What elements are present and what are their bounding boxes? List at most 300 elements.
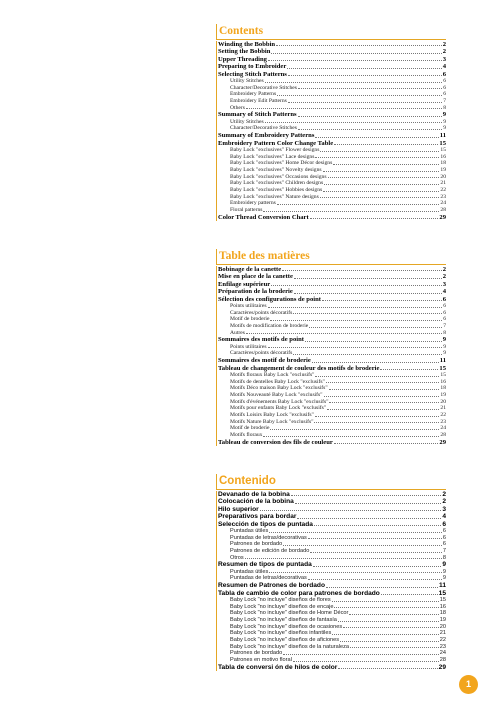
toc-entry[interactable] xyxy=(218,604,446,611)
toc-entry[interactable] xyxy=(218,63,446,70)
toc-entry[interactable] xyxy=(218,432,446,439)
toc-entry[interactable] xyxy=(218,379,446,386)
dot-leader xyxy=(283,545,442,546)
dot-leader xyxy=(332,601,439,602)
dot-leader xyxy=(380,369,438,370)
toc-entry[interactable] xyxy=(218,528,446,535)
toc-entry[interactable] xyxy=(218,590,446,597)
dot-leader xyxy=(268,60,442,61)
toc-entry-page: 6 xyxy=(443,91,446,98)
toc-entry-label: Puntadas útiles xyxy=(230,568,269,575)
toc-entry-page: 18 xyxy=(440,160,446,167)
toc-entry[interactable] xyxy=(218,167,446,174)
toc-entry-page: 15 xyxy=(439,364,446,372)
dot-leader xyxy=(323,171,440,172)
toc-entry-label: Sommaires des motif de broderie xyxy=(218,357,311,365)
toc-entry[interactable] xyxy=(218,548,446,555)
dot-leader xyxy=(293,661,439,662)
toc-entry-page: 20 xyxy=(439,623,446,630)
toc-entry[interactable] xyxy=(218,657,446,664)
dot-leader xyxy=(263,436,439,437)
dot-leader xyxy=(246,333,442,334)
toc-entry[interactable] xyxy=(218,316,446,323)
toc-entry-label: Motifs Nouveauté Baby Lock "exclusifs" xyxy=(230,392,323,398)
toc-entry-page: 23 xyxy=(440,418,446,425)
dot-leader xyxy=(298,129,442,130)
toc-entry-page: 16 xyxy=(439,603,446,610)
dot-leader xyxy=(282,270,442,271)
toc-entry[interactable] xyxy=(218,535,446,542)
toc-entry[interactable] xyxy=(218,569,446,576)
dot-leader xyxy=(294,278,442,279)
toc-entry[interactable] xyxy=(218,513,446,520)
dot-leader xyxy=(245,558,442,559)
toc-entry[interactable] xyxy=(218,650,446,657)
toc-entry-page: 9 xyxy=(443,343,446,350)
toc-entry-page: 15 xyxy=(439,596,446,603)
dot-leader xyxy=(305,341,442,342)
toc-entry-page: 2 xyxy=(442,273,446,281)
toc-entry-page: 9 xyxy=(442,568,446,575)
toc-entry-label: Baby Lock "no incluye" diseños de flores xyxy=(230,596,331,603)
dot-leader xyxy=(322,300,442,301)
toc-entry-label: Tableau de changement de couleur des motifs de broderie xyxy=(218,364,380,372)
toc-entry-label: Floral patterns xyxy=(230,207,263,214)
toc-entry-label: Baby Lock "exclusives" Nature designs xyxy=(230,193,319,200)
toc-entry[interactable] xyxy=(218,98,446,105)
toc-entry[interactable] xyxy=(218,119,446,126)
toc-entry-page: 3 xyxy=(442,280,446,288)
toc-entry[interactable] xyxy=(218,132,446,139)
toc-entry-page: 6 xyxy=(443,84,446,91)
dot-leader xyxy=(310,218,439,219)
toc-entry-page: 29 xyxy=(439,438,446,446)
toc-entry-label: Setting the Bobbin xyxy=(218,48,271,56)
toc-entry-page: 6 xyxy=(442,70,446,78)
toc-entry-label: Upper Threading xyxy=(218,55,267,63)
toc-entry-label: Baby Lock "exclusives" Flower designs xyxy=(230,146,320,153)
toc-entry-label: Patrones en motivo floral xyxy=(230,657,292,664)
toc-entry-label: Baby Lock "no incluye" diseños de ocasiones xyxy=(230,623,343,630)
section-title: Contents xyxy=(216,24,446,40)
toc-entry-label: Patrones de bordado xyxy=(230,650,283,657)
dot-leader xyxy=(283,654,439,655)
toc-entry[interactable] xyxy=(218,48,446,55)
toc-entry-label: Baby Lock "no incluye" diseños de encaje xyxy=(230,603,334,610)
dot-leader xyxy=(333,164,439,165)
toc-entry[interactable] xyxy=(218,521,446,528)
dot-leader xyxy=(295,503,441,504)
dot-leader xyxy=(270,320,442,321)
toc-entry-label: Baby Lock "no incluye" diseños de fantasía xyxy=(230,617,337,623)
toc-entry-label: Embroidery patterns xyxy=(230,200,276,207)
toc-entry[interactable] xyxy=(218,187,446,194)
toc-entry-page: 18 xyxy=(440,385,446,392)
toc-entry-page: 15 xyxy=(438,589,446,597)
dot-leader xyxy=(324,396,440,397)
toc-entry-page: 6 xyxy=(442,520,446,528)
toc-entry-page: 11 xyxy=(439,132,446,140)
dot-leader xyxy=(287,68,441,69)
toc-entry-label: Embroidery Pattern Color Change Table xyxy=(218,139,334,147)
toc-entry-label: Sélection des configurations de point xyxy=(218,295,321,303)
toc-entry-page: 28 xyxy=(439,657,446,664)
toc-entry-label: Preparativos para bordar xyxy=(218,513,297,521)
toc-entry[interactable] xyxy=(218,160,446,167)
toc-entry-label: Motifs Déco maison Baby Lock "exclusifs" xyxy=(230,385,328,392)
toc-entry-page: 9 xyxy=(442,561,446,569)
toc-entry[interactable] xyxy=(218,174,446,181)
toc-entry-label: Bobinage de la canette xyxy=(218,266,282,273)
dot-leader xyxy=(324,184,439,185)
page-number-badge: 1 xyxy=(459,675,478,694)
toc-entry[interactable] xyxy=(218,624,446,631)
toc-entry-page: 20 xyxy=(440,398,446,405)
toc-entry[interactable] xyxy=(218,597,446,604)
toc-entry-label: Points utilitaires xyxy=(230,343,267,350)
toc-entry[interactable] xyxy=(218,365,446,372)
dot-leader xyxy=(314,525,441,526)
toc-entry-page: 2 xyxy=(442,41,446,48)
toc-entry-page: 16 xyxy=(440,378,446,385)
dot-leader xyxy=(297,518,441,519)
toc-entry[interactable] xyxy=(218,664,446,671)
toc-entry[interactable] xyxy=(218,644,446,651)
toc-entry-label: Sommaires des motifs de point xyxy=(218,336,304,344)
toc-entry-label: Color Thread Conversion Chart xyxy=(218,213,309,221)
toc-entry[interactable] xyxy=(218,288,446,295)
toc-entry-label: Summary of Stitch Patterns xyxy=(218,111,297,119)
dot-leader xyxy=(294,293,442,294)
toc-entry[interactable] xyxy=(218,154,446,161)
toc-entry-label: Baby Lock "exclusives" Children designs xyxy=(230,180,324,187)
dot-leader xyxy=(268,347,443,348)
toc-entry[interactable] xyxy=(218,207,446,214)
dot-leader xyxy=(320,151,439,152)
toc-entry[interactable] xyxy=(218,385,446,392)
dot-leader xyxy=(277,95,442,96)
toc-entry-page: 22 xyxy=(439,637,446,644)
toc-entry[interactable] xyxy=(218,541,446,548)
toc-entry[interactable] xyxy=(218,350,446,357)
toc-entry[interactable] xyxy=(218,273,446,280)
toc-entry-label: Summary of Embroidery Patterns xyxy=(218,132,315,140)
toc-entry[interactable] xyxy=(218,214,446,221)
dot-leader xyxy=(343,627,439,628)
toc-entry-label: Préparation de la broderie xyxy=(218,288,293,296)
toc-entry-page: 11 xyxy=(439,357,446,365)
toc-entry-page: 19 xyxy=(440,167,446,173)
toc-entry-label: Motifs pour enfants Baby Lock "exclusifs" xyxy=(230,405,327,412)
toc-entry[interactable] xyxy=(218,310,446,317)
toc-entry-page: 6 xyxy=(442,527,446,534)
toc-entry[interactable] xyxy=(218,105,446,112)
toc-entry-label: Caractères/points décoratifs xyxy=(230,309,293,316)
section-title: Table des matières xyxy=(216,249,446,265)
toc-entry-label: Points utilitaires xyxy=(230,302,267,309)
dot-leader xyxy=(293,313,442,314)
toc-entry-label: Baby Lock "exclusives" Novelty designs xyxy=(230,167,322,173)
toc-entry-page: 6 xyxy=(442,534,446,541)
toc-entry-page: 9 xyxy=(443,350,446,357)
section-title: Contenido xyxy=(216,474,446,490)
toc-entry-page: 16 xyxy=(440,153,446,160)
toc-entry[interactable] xyxy=(218,344,446,351)
dot-leader xyxy=(263,211,439,212)
dot-leader xyxy=(308,579,442,580)
toc-entry-page: 29 xyxy=(439,213,446,221)
toc-entry[interactable] xyxy=(218,194,446,201)
dot-leader xyxy=(269,532,442,533)
toc-entry-page: 9 xyxy=(442,575,446,582)
dot-leader xyxy=(246,108,442,109)
toc-entry[interactable] xyxy=(218,323,446,330)
contents-section-en xyxy=(216,24,446,221)
toc-entry-page: 18 xyxy=(439,610,446,617)
dot-leader xyxy=(269,572,442,573)
toc-entry-page: 23 xyxy=(440,193,446,200)
toc-entry[interactable] xyxy=(218,78,446,85)
toc-entry-page: 4 xyxy=(442,288,446,296)
toc-entry[interactable] xyxy=(218,111,446,118)
dot-leader xyxy=(326,587,438,588)
toc-entry-label: Resumen de Patrones de bordado xyxy=(218,582,325,590)
toc-entry[interactable] xyxy=(218,392,446,399)
toc-entry-label: Motifs floraux Baby Lock "exclusifs" xyxy=(230,371,315,378)
dot-leader xyxy=(338,668,437,669)
toc-entry-label: Selección de tipos de puntada xyxy=(218,520,313,528)
toc-entry[interactable] xyxy=(218,419,446,426)
toc-entry-page: 2 xyxy=(442,266,446,273)
toc-entry-label: Preparing to Embroider xyxy=(218,63,287,71)
toc-entry-page: 6 xyxy=(443,309,446,316)
toc-entry-label: Tabla de cambio de color para patrones de bordado xyxy=(218,589,380,597)
dot-leader xyxy=(320,197,440,198)
toc-entry[interactable] xyxy=(218,41,446,48)
toc-entry[interactable] xyxy=(218,575,446,582)
toc-entry-page: 24 xyxy=(440,425,446,432)
toc-entry[interactable] xyxy=(218,296,446,303)
toc-entry-label: Motif de broderie xyxy=(230,425,270,432)
toc-entry-label: Motifs Nature Baby Lock "exclusifs" xyxy=(230,418,314,425)
toc-entry-page: 19 xyxy=(440,392,446,398)
dot-leader xyxy=(329,389,440,390)
dot-leader xyxy=(309,327,442,328)
toc-entry-page: 4 xyxy=(442,63,446,71)
dot-leader xyxy=(288,75,442,76)
toc-entry-page: 28 xyxy=(440,207,446,214)
dot-leader xyxy=(340,641,439,642)
toc-entry-label: Autres xyxy=(230,329,245,336)
toc-entry-page: 6 xyxy=(442,541,446,548)
toc-entry-label: Motif de broderie xyxy=(230,316,270,323)
dot-leader xyxy=(298,116,442,117)
toc-entry-page: 2 xyxy=(442,498,446,506)
dot-leader xyxy=(276,45,442,46)
dot-leader xyxy=(312,362,439,363)
toc-entry-label: Selecting Stitch Patterns xyxy=(218,70,287,78)
toc-entry-page: 2 xyxy=(442,48,446,56)
dot-leader xyxy=(308,538,442,539)
dot-leader xyxy=(291,495,442,496)
toc-entry-label: Baby Lock "no incluye" diseños infantiles xyxy=(230,630,332,637)
toc-entry-label: Utility Stitches xyxy=(230,77,264,84)
dot-leader xyxy=(277,204,440,205)
toc-entry[interactable] xyxy=(218,561,446,568)
dot-leader xyxy=(298,88,442,89)
toc-entry-label: Baby Lock "exclusives" Home Décor designs xyxy=(230,160,333,167)
toc-entry-page: 11 xyxy=(439,582,446,590)
toc-entry[interactable] xyxy=(218,617,446,624)
toc-entry-page: 22 xyxy=(440,412,446,419)
toc-entry[interactable] xyxy=(218,303,446,310)
dot-leader xyxy=(314,422,439,423)
toc-entry-label: Puntadas útiles xyxy=(230,527,269,534)
toc-entry[interactable] xyxy=(218,439,446,446)
toc-entry[interactable] xyxy=(218,637,446,644)
toc-entry[interactable] xyxy=(218,372,446,379)
toc-entry[interactable] xyxy=(218,555,446,562)
dot-leader xyxy=(334,443,439,444)
toc-entry[interactable] xyxy=(218,425,446,432)
toc-entry[interactable] xyxy=(218,405,446,412)
toc-entry-page: 24 xyxy=(439,650,446,657)
toc-entry[interactable] xyxy=(218,330,446,337)
dot-leader xyxy=(271,285,442,286)
dot-leader xyxy=(313,566,442,567)
dot-leader xyxy=(326,382,440,383)
toc-entry[interactable] xyxy=(218,357,446,364)
toc-entry[interactable] xyxy=(218,125,446,132)
toc-entry-label: Tabla de conversi ón de hilos de color xyxy=(218,663,338,671)
toc-entry-page: 29 xyxy=(438,663,446,671)
toc-entry-page: 3 xyxy=(442,505,446,513)
dot-leader xyxy=(315,137,438,138)
toc-entry-page: 15 xyxy=(440,371,446,378)
dot-leader xyxy=(338,621,439,622)
toc-entry[interactable] xyxy=(218,180,446,187)
toc-entry[interactable] xyxy=(218,91,446,98)
toc-entry[interactable] xyxy=(218,147,446,154)
toc-entry-label: Character/Decorative Stitches xyxy=(230,84,297,91)
dot-leader xyxy=(328,177,440,178)
toc-entry-page: 22 xyxy=(440,187,446,194)
toc-entry-label: Baby Lock "no incluye" diseños de aficiones xyxy=(230,637,340,644)
toc-entry-label: Patrones de bordado xyxy=(230,541,283,548)
toc-entry-label: Baby Lock "no incluye" diseños de Home Décor xyxy=(230,610,349,617)
dot-leader xyxy=(329,402,439,403)
toc-entry-label: Character/Decorative Stitches xyxy=(230,125,297,132)
toc-entry-page: 3 xyxy=(442,55,446,63)
dot-leader xyxy=(323,191,439,192)
toc-entry[interactable] xyxy=(218,85,446,92)
dot-leader xyxy=(332,634,438,635)
toc-entry-label: Tableau de conversion des fils de couleur xyxy=(218,438,333,446)
toc-entry-label: Others xyxy=(230,104,245,111)
dot-leader xyxy=(271,53,441,54)
toc-entry-label: Motifs floraux xyxy=(230,432,263,439)
toc-entry-label: Motifs d'événements Baby Lock "exclusifs" xyxy=(230,398,329,405)
toc-entry-label: Baby Lock "exclusives" Occasions designs xyxy=(230,173,327,180)
toc-entry-label: Patrones de edición de bordado xyxy=(230,548,310,554)
toc-entry-page: 7 xyxy=(443,98,446,104)
toc-entry-label: Embroidery Patterns xyxy=(230,91,277,98)
contents-section-es xyxy=(216,474,446,671)
toc-entry-page: 21 xyxy=(439,630,446,637)
toc-entry[interactable] xyxy=(218,506,446,513)
toc-list xyxy=(216,266,446,446)
dot-leader xyxy=(260,510,442,511)
toc-entry-label: Colocación de la bobina xyxy=(218,498,294,506)
toc-entry-label: Baby Lock "exclusives" Lace designs xyxy=(230,153,315,160)
toc-entry-page: 19 xyxy=(439,617,446,623)
toc-list xyxy=(216,41,446,221)
toc-entry-page: 2 xyxy=(442,491,446,498)
toc-entry[interactable] xyxy=(218,200,446,207)
toc-entry-page: 7 xyxy=(443,323,446,329)
toc-entry[interactable] xyxy=(218,630,446,637)
dot-leader xyxy=(315,376,439,377)
toc-entry-page: 8 xyxy=(442,554,446,561)
toc-entry-label: Winding the Bobbin xyxy=(218,41,276,48)
toc-entry[interactable] xyxy=(218,412,446,419)
toc-entry-page: 9 xyxy=(442,111,446,119)
toc-entry[interactable] xyxy=(218,266,446,273)
toc-entry-page: 6 xyxy=(443,302,446,309)
toc-entry[interactable] xyxy=(218,610,446,617)
dot-leader xyxy=(350,647,439,648)
toc-entry[interactable] xyxy=(218,56,446,63)
toc-entry-page: 21 xyxy=(440,180,446,187)
dot-leader xyxy=(288,102,442,103)
toc-entry-page: 15 xyxy=(440,146,446,153)
toc-entry-page: 9 xyxy=(443,125,446,132)
toc-entry-page: 6 xyxy=(443,77,446,84)
dot-leader xyxy=(265,82,442,83)
contents-section-fr xyxy=(216,249,446,446)
toc-entry-label: Hilo superior xyxy=(218,505,259,513)
toc-entry-label: Motifs de modification de broderie xyxy=(230,323,309,329)
toc-entry[interactable] xyxy=(218,491,446,498)
toc-entry[interactable] xyxy=(218,140,446,147)
toc-entry-page: 23 xyxy=(439,643,446,650)
toc-entry[interactable] xyxy=(218,336,446,343)
toc-entry-label: Baby Lock "no incluye" diseños de la naturaleza xyxy=(230,643,350,650)
toc-entry-label: Motifs Loisirs Baby Lock "exclusifs" xyxy=(230,412,314,419)
toc-entry-label: Baby Lock "exclusives" Hobbies designs xyxy=(230,187,323,194)
toc-entry-label: Motifs de dentelles Baby Lock "exclusifs" xyxy=(230,378,325,385)
toc-entry[interactable] xyxy=(218,399,446,406)
toc-entry-label: Enfilage supérieur xyxy=(218,280,271,288)
dot-leader xyxy=(268,307,443,308)
toc-entry-page: 15 xyxy=(439,139,446,147)
dot-leader xyxy=(334,607,438,608)
dot-leader xyxy=(310,552,442,553)
toc-entry-label: Devanado de la bobina xyxy=(218,491,290,498)
toc-entry-page: 21 xyxy=(440,405,446,412)
toc-entry[interactable] xyxy=(218,281,446,288)
dot-leader xyxy=(270,429,439,430)
toc-entry[interactable] xyxy=(218,71,446,78)
toc-entry-page: 9 xyxy=(442,336,446,344)
toc-entry-page: 6 xyxy=(443,316,446,323)
toc-entry-page: 28 xyxy=(440,432,446,439)
toc-entry-page: 4 xyxy=(442,513,446,521)
toc-entry[interactable] xyxy=(218,582,446,589)
dot-leader xyxy=(315,416,440,417)
toc-entry[interactable] xyxy=(218,498,446,505)
dot-leader xyxy=(327,409,439,410)
